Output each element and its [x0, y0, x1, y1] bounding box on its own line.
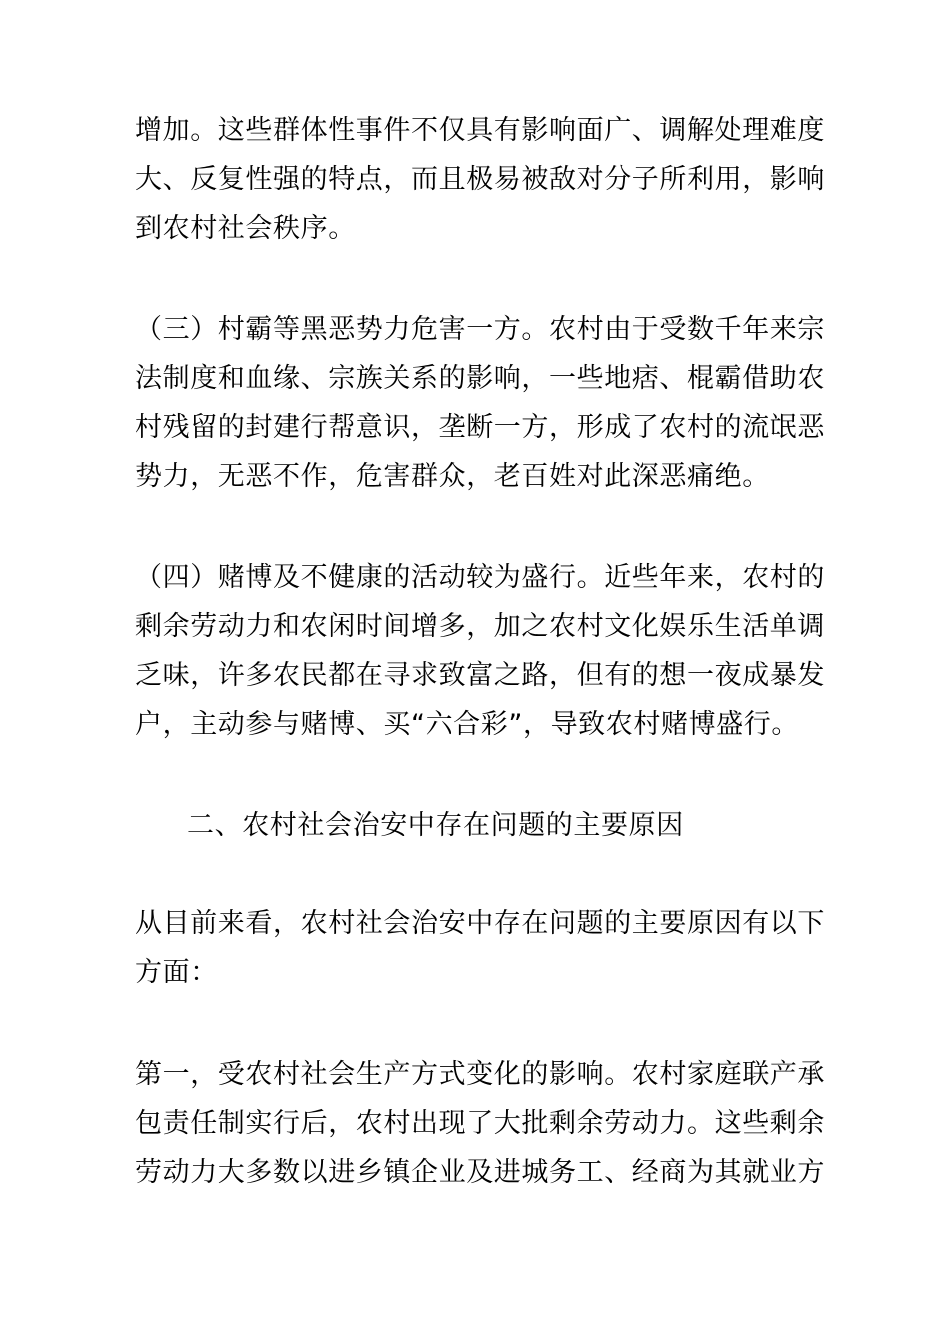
text-line: 户，主动参与赌博、买“六合彩”，导致农村赌博盛行。 — [135, 709, 799, 740]
text-line: 村残留的封建行帮意识，垄断一方，形成了农村的流氓恶 — [135, 412, 825, 443]
text-line: 增加。这些群体性事件不仅具有影响面广、调解处理难度 — [135, 115, 825, 146]
text-line: 第一，受农村社会生产方式变化的影响。农村家庭联产承 — [135, 1059, 825, 1090]
text-line: 法制度和血缘、宗族关系的影响，一些地痞、棍霸借助农 — [135, 363, 825, 394]
text-line: （三）村霸等黑恶势力危害一方。农村由于受数千年来宗 — [135, 314, 825, 345]
paragraph-first-cause — [135, 1050, 835, 1197]
text-line: 包责任制实行后，农村出现了大批剩余劳动力。这些剩余 — [135, 1108, 825, 1139]
text-line: 劳动力大多数以进乡镇企业及进城务工、经商为其就业方 — [135, 1157, 825, 1188]
heading-text: 二、农村社会治安中存在问题的主要原因 — [187, 810, 684, 841]
text-line: 到农村社会秩序。 — [135, 213, 356, 244]
paragraph-section-three — [135, 305, 835, 501]
text-line: 大、反复性强的特点，而且极易被敌对分子所利用，影响 — [135, 164, 825, 195]
text-line: 剩余劳动力和农闲时间增多，加之农村文化娱乐生活单调 — [135, 611, 825, 642]
paragraph-mass-incidents — [135, 106, 835, 253]
paragraph-section-four — [135, 553, 835, 749]
section-heading-two — [187, 801, 887, 850]
text-line: 方面： — [135, 957, 218, 988]
text-line: 势力，无恶不作，危害群众，老百姓对此深恶痛绝。 — [135, 461, 770, 492]
text-line: 从目前来看，农村社会治安中存在问题的主要原因有以下 — [135, 908, 825, 939]
text-line: 乏味，许多农民都在寻求致富之路，但有的想一夜成暴发 — [135, 660, 825, 691]
paragraph-main-causes-intro — [135, 899, 835, 997]
text-line: （四）赌博及不健康的活动较为盛行。近些年来，农村的 — [135, 562, 825, 593]
